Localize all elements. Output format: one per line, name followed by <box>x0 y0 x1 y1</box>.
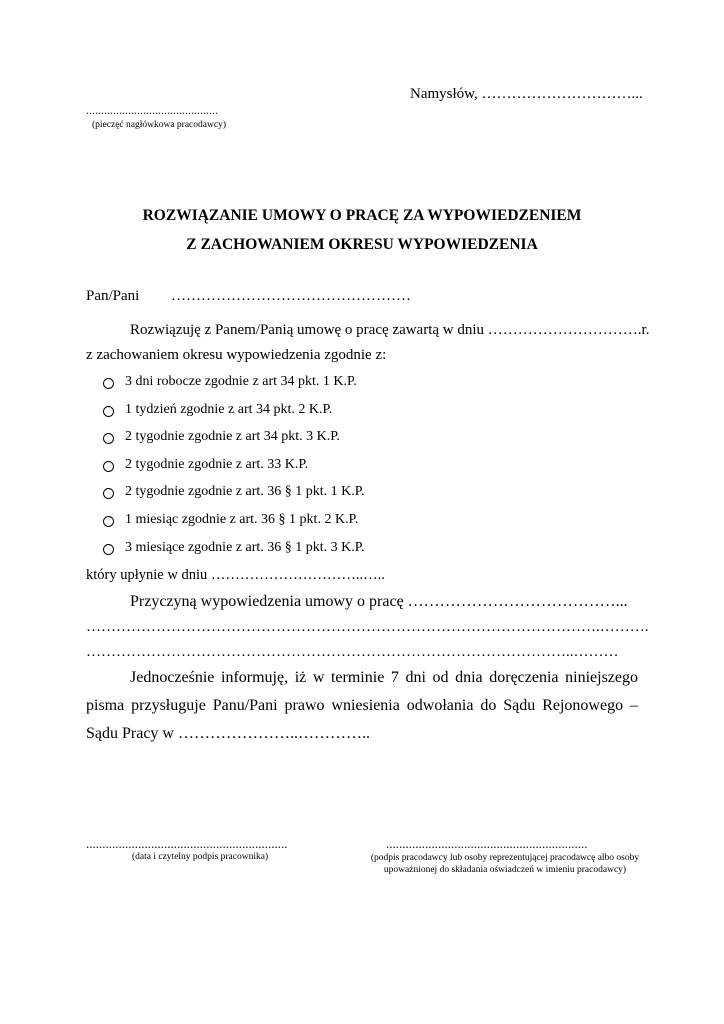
reason-continuation-line: ……………………………………………………………………………………..……… <box>86 644 619 660</box>
notice-option <box>103 374 365 402</box>
notice-option-label: 3 dni robocze zgodnie z art 34 pkt. 1 K.P. <box>125 374 357 389</box>
option-circle-icon <box>103 433 114 444</box>
document-title-line2: Z ZACHOWANIEM OKRESU WYPOWIEDZENIA <box>186 236 538 253</box>
notice-period-options <box>103 374 365 567</box>
termination-statement: Rozwiązuję z Panem/Panią umowę o pracę zawartą w dniu ………………………….r. <box>130 322 650 338</box>
notice-option <box>103 540 365 568</box>
place-and-date: Namysłów, …………………………... <box>410 86 643 102</box>
employee-signature-line: .............................................................. <box>86 836 288 851</box>
notice-option <box>103 484 365 512</box>
notice-period-intro: z zachowaniem okresu wypowiedzenia zgodnie z: <box>86 347 387 363</box>
notice-option-label: 2 tygodnie zgodnie z art 34 pkt. 3 K.P. <box>125 429 341 445</box>
notice-option <box>103 402 365 430</box>
notice-option-label: 2 tygodnie zgodnie z art. 36 § 1 pkt. 1 K.P. <box>125 484 365 500</box>
expiry-date-line: który upłynie w dniu …………………………..….. <box>86 567 385 583</box>
employer-stamp-line: ............................................ <box>86 103 218 117</box>
option-circle-icon <box>103 544 114 555</box>
employee-signature-caption: (data i czytelny podpis pracownika) <box>132 852 269 862</box>
recipient-name-field: ………………………………………… <box>171 288 411 304</box>
option-circle-icon <box>103 488 114 499</box>
notice-option-label: 3 miesiące zgodnie z art. 36 § 1 pkt. 3 K.P. <box>125 539 365 555</box>
employer-signature-line: .............................................................. <box>386 836 588 851</box>
appeal-information: Jednocześnie informuję, iż w terminie 7 dni od dnia doręczenia niniejszego pisma przysługuje Panu/Pani prawo wniesienia odwołania do Sądu Rejonowego – Sądu Pracy w …………………..………….. <box>86 669 638 742</box>
termination-reason: Przyczyną wypowiedzenia umowy o pracę …………………………………... <box>130 593 628 610</box>
notice-option <box>103 512 365 540</box>
employer-signature-caption: (podpis pracodawcy lub osoby reprezentującej pracodawcę albo osoby upoważnionej do składania oświadczeń w imieniu pracodawcy) <box>370 853 640 875</box>
option-circle-icon <box>103 406 114 417</box>
notice-option <box>103 429 365 457</box>
employer-stamp-caption: (pieczęć nagłówkowa pracodawcy) <box>92 120 226 130</box>
recipient-label: Pan/Pani <box>86 288 140 304</box>
option-circle-icon <box>103 378 114 389</box>
option-circle-icon <box>103 516 114 527</box>
notice-option-label: 2 tygodnie zgodnie z art. 33 K.P. <box>125 456 309 472</box>
notice-option-label: 1 tydzień zgodnie z art 34 pkt. 2 K.P. <box>125 401 333 417</box>
option-circle-icon <box>103 461 114 472</box>
document-title-line1: ROZWIĄZANIE UMOWY O PRACĘ ZA WYPOWIEDZENIEM <box>142 207 582 224</box>
reason-continuation-line: ………………………………………………………………………………………….………. <box>86 619 649 635</box>
notice-option <box>103 457 365 485</box>
notice-option-label: 1 miesiąc zgodnie z art. 36 § 1 pkt. 2 K.P. <box>125 511 359 527</box>
